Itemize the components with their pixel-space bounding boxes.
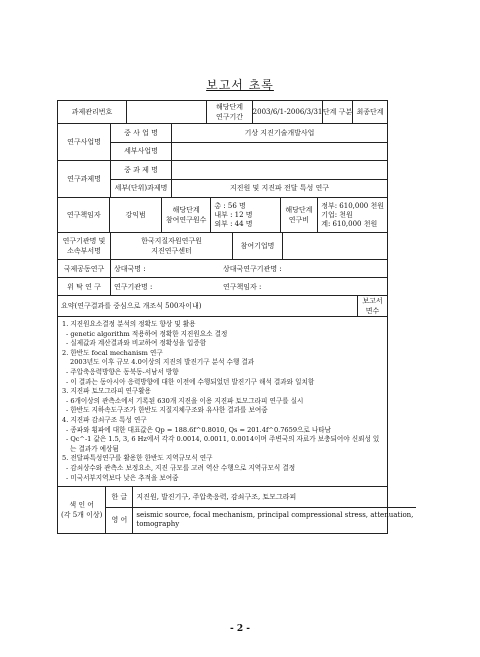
pages-label-line2: 면수 (365, 307, 380, 315)
keywords-en-label: 영 어 (111, 516, 128, 525)
count-label-line1: 해당단계 (172, 206, 200, 214)
row-consign (58, 277, 387, 295)
institution-label-line2: 소속부서명 (67, 247, 101, 255)
summary-line: 2. 한반도 focal mechanism 연구 (62, 348, 163, 357)
summary-line: - genetic algorithm 적용하여 정확한 지진원요소 결정 (66, 329, 228, 338)
row-task (58, 160, 387, 197)
summary-line: 3. 지진파 토모그라피 연구활용 (62, 387, 152, 396)
keywords-label-line1: 색 인 어 (69, 501, 95, 510)
summary-line: - 주압축응력방향은 동북동-서남서 방향 (66, 367, 179, 376)
summary-line: - 이 결과는 동아시아 응력방향에 대한 이전에 수행되었던 발진기구 해석 결과와 일치함 (66, 377, 315, 386)
count-outer: 외부 : 44 명 (214, 219, 253, 228)
period-label-line2: 연구기간 (215, 113, 244, 121)
summary-line: 4. 지진파 감쇠구조 특성 연구 (62, 415, 147, 424)
summary-line: 1. 지진원요소결정 분석의 정확도 향상 및 활용 (62, 320, 196, 328)
keywords-en-line2: tomography (136, 520, 180, 529)
cost-label-line2: 연구비 (288, 216, 310, 224)
consign-label: 위 탁 연 구 (67, 282, 101, 291)
mid-task-label: 중 과 제 명 (124, 165, 158, 174)
consign-org: 연구기관명 : (110, 278, 220, 295)
cost-label-line1: 해당단계 (285, 206, 313, 214)
cost-gov: 정부: 610,000 천원 (321, 201, 384, 210)
report-abstract-form (57, 100, 414, 534)
mid-project-label: 중 사 업 명 (124, 128, 158, 137)
project-sub-row (111, 142, 387, 161)
institution-label-line1: 연구기관명 및 (62, 237, 106, 245)
row-project (58, 123, 387, 160)
count-inner: 내부 : 12 명 (214, 210, 253, 219)
keywords-ko-value: 지진원, 발진기구, 주압축응력, 감쇠구조, 토모그라피 (132, 487, 416, 507)
row-institution (58, 232, 387, 259)
mgmt-no-label: 과제관리번호 (71, 108, 113, 116)
count-total: 총 : 56 명 (214, 201, 246, 210)
sub-project-label: 세부사업명 (124, 147, 158, 156)
keywords-stack (105, 487, 416, 533)
task-stack (110, 161, 387, 197)
row-researcher (58, 197, 387, 232)
institution-value (110, 233, 232, 259)
period-label-line1: 해당단계 (215, 103, 244, 111)
period-label (206, 101, 252, 123)
institution-name: 한국지질자원연구원 (141, 237, 202, 245)
period-value: 2003/6/1-2006/3/31 (252, 101, 322, 123)
report-title: 보고서 초록 (206, 78, 274, 92)
institution-dept: 지진연구센터 (151, 247, 192, 255)
pages-label-line1: 보고서 (362, 297, 383, 305)
summary-body (58, 316, 387, 486)
summary-line: 5. 전달파특성연구를 활용한 한반도 지역규모식 연구 (62, 454, 213, 463)
summary-line: - Qc^-1 값은 1.5, 3, 6 Hz에서 각각 0.0014, 0.0011, 0.0014이며 주변국의 자료가 보충되어야 신뢰성 있 (66, 435, 380, 444)
keywords-label-line2: (각 5개 이상) (61, 511, 103, 520)
summary-line: - 감쇠상수와 관측소 보정요소, 지진 규모를 고려 역산 수행으로 지역규모식 결정 (66, 463, 296, 472)
sub-project-value (171, 143, 387, 161)
stage-label: 단계 구분 (322, 101, 352, 123)
institution-label (58, 233, 110, 259)
keywords-ko-row (106, 487, 416, 507)
detail-task-value: 지진원 및 지진파 전달 특성 연구 (171, 180, 387, 198)
cost-label (280, 198, 318, 232)
summary-label: 요약(연구결과를 중심으로 개조식 500자이내) (61, 302, 202, 310)
partner-label: 참여기업명 (232, 233, 282, 259)
pages-label (357, 296, 387, 316)
mid-project-value: 기상 지진기술개발사업 (171, 124, 387, 142)
stage-value: 최종단계 (352, 101, 387, 123)
keywords-en-line1: seismic source, focal mechanism, principal compressional stress, attenuation, (136, 511, 414, 520)
mid-task-value (171, 161, 387, 179)
project-label: 연구사업명 (67, 138, 101, 146)
cost-sum: 계: 610,000 천원 (321, 219, 378, 228)
summary-line: - 6개이상의 관측소에서 기록된 630개 지진을 이용 지진파 토모그라피 연구를 실시 (66, 396, 304, 405)
summary-line: - 한반도 지하속도구조가 한반도 지질지체구조와 유사한 결과를 보여줌 (66, 406, 268, 415)
row-international (58, 259, 387, 277)
consign-lead: 연구책임자 : (223, 282, 262, 291)
project-mid-row (111, 124, 387, 142)
count-label-line2: 참여연구원수 (165, 216, 207, 224)
task-detail-row (111, 179, 387, 198)
project-stack (110, 124, 387, 160)
mgmt-no-value (126, 101, 206, 123)
lead-researcher-value: 강익범 (109, 198, 160, 232)
intl-label: 국제공동연구 (63, 264, 105, 273)
task-label: 연구과제명 (67, 175, 101, 183)
intl-partner-country: 상대국명 : (110, 260, 220, 277)
cost-values (317, 198, 387, 232)
summary-line: - 미국서부지역보다 낮은 추적을 보여줌 (66, 473, 179, 482)
row-keywords (58, 486, 414, 533)
lead-researcher-label: 연구책임자 (66, 211, 101, 219)
partner-value (282, 233, 387, 259)
summary-line: - 종파와 횡파에 대한 대표값은 Qp = 188.6f^0.8010, Qs = 201.4f^0.7659으로 나타남 (66, 425, 331, 434)
summary-line: 는 결과가 예상됨 (70, 444, 119, 453)
row-management (58, 101, 387, 123)
keywords-en-row (106, 507, 416, 533)
task-mid-row (111, 161, 387, 179)
intl-partner-org: 상대국연구기관명 : (223, 264, 282, 273)
researcher-counts (210, 198, 279, 232)
summary-line: 2003년도 이후 규모 4.0이상의 지진의 발진기구 분석 수행 결과 (70, 358, 255, 367)
page-number: - 2 - (230, 624, 250, 634)
researcher-count-label (161, 198, 210, 232)
summary-line: - 실제값과 계산결과와 비교하여 정확성을 입증함 (66, 339, 207, 348)
detail-task-label: 세부(단위)과제명 (114, 184, 168, 193)
cost-corp: 기업: 천원 (321, 210, 353, 219)
row-summary-header (58, 295, 387, 316)
keywords-en-value (132, 508, 416, 533)
keywords-ko-label: 한 글 (111, 492, 128, 501)
keywords-label (58, 487, 105, 533)
